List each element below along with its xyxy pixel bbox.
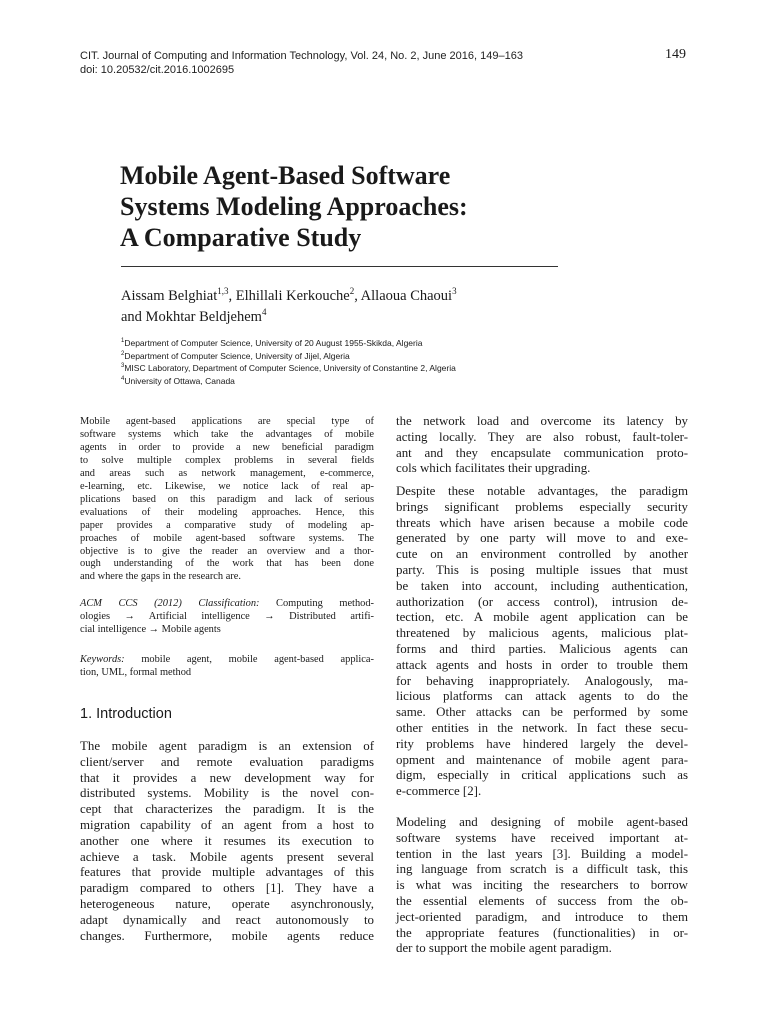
body-line: brings significant problems especially security — [396, 499, 688, 514]
body-line: the network load and overcome its latency by — [396, 414, 688, 428]
body-line: adapt dynamically and react autonomously to — [80, 912, 374, 927]
body-line: that it provides a new development way for — [80, 770, 374, 785]
abstract-line: ough understanding of the work that has been done — [80, 558, 374, 570]
acm-label: ACM CCS (2012) Classification: — [80, 598, 260, 609]
affiliation-text: MISC Laboratory, Department of Computer Science, University of Constantine 2, Algeria — [124, 363, 456, 374]
paper-title — [120, 160, 640, 253]
affiliation-number: 2 — [121, 350, 125, 357]
keywords-text: mobile agent, mobile agent-based applica- — [124, 654, 374, 665]
body-paragraph — [396, 484, 688, 800]
doi: doi: 10.20532/cit.2016.1002695 — [80, 64, 235, 76]
abstract — [80, 416, 374, 584]
body-line: same. Other attacks can be performed by some — [396, 705, 688, 720]
abstract-line: e-learning, etc. Likewise, we notice lack of real ap- — [80, 480, 374, 492]
abstract-line: proaches of mobile agent-based software systems. The — [80, 532, 374, 544]
body-line: changes. Furthermore, mobile agents reduce — [80, 928, 374, 943]
affiliation-marker: 4 — [261, 307, 267, 318]
body-line: features that provide multiple advantages of this — [80, 865, 374, 880]
body-line: authorization (or access control), intrusion de- — [396, 594, 688, 609]
keywords-line: tion, UML, formal method — [80, 666, 192, 678]
affiliation — [121, 350, 661, 363]
body-line: der to support the mobile agent paradigm. — [396, 941, 612, 956]
author-name: Aissam Belghiat — [121, 288, 218, 304]
acm-classification — [80, 598, 374, 637]
abstract-line: agents in order to provide a new beneficial paradigm — [80, 441, 374, 453]
acm-line: ologies → Artificial intelligence → Distributed artifi- — [80, 610, 374, 622]
body-line: another one where it resumes its execution to — [80, 833, 374, 848]
body-line: Despite these notable advantages, the paradigm — [396, 484, 688, 498]
abstract-line: Mobile agent-based applications are special type of — [80, 416, 374, 427]
body-line: generated by one party will move to and exe- — [396, 531, 688, 546]
body-line: achieve a task. Mobile agents present several — [80, 849, 374, 864]
body-line: software systems have received important at- — [396, 830, 688, 845]
abstract-line: software systems which take the advantages of mobile — [80, 428, 374, 440]
abstract-line: and where the gaps in the research are. — [80, 571, 241, 583]
affiliation-number: 1 — [121, 338, 125, 345]
body-line: acting locally. They are also robust, fault-toler- — [396, 429, 688, 444]
body-line: ing language from scratch is a difficult task, this — [396, 862, 688, 877]
acm-text: Computing method- — [259, 598, 374, 609]
author-list — [121, 286, 661, 328]
body-line: attack agents and hosts in order to trouble them — [396, 657, 688, 672]
body-line: cols which facilitates their upgrading. — [396, 461, 591, 476]
body-line: cute on an environment controlled by another — [396, 547, 688, 562]
journal-citation: CIT. Journal of Computing and Information Technology, Vol. 24, No. 2, June 2016, 149–163 — [80, 50, 523, 62]
acm-line: cial intelligence → Mobile agents — [80, 623, 221, 635]
body-line: client/server and remote evaluation paradigms — [80, 754, 374, 769]
body-line: be taken into account, including authentication, — [396, 578, 688, 593]
affiliation-number: 3 — [121, 363, 125, 370]
affiliation-marker: 1,3 — [217, 286, 229, 297]
body-line: e-commerce [2]. — [396, 784, 482, 799]
body-line: The mobile agent paradigm is an extension of — [80, 739, 374, 753]
body-line: threatened by malicious agents, malicious plat- — [396, 626, 688, 641]
affiliation-text: University of Ottawa, Canada — [124, 376, 235, 387]
title-line: Systems Modeling Approaches: — [120, 192, 468, 221]
body-line: tection, etc. A mobile agent application can be — [396, 610, 688, 625]
body-line: licious platforms can attack agents to do the — [396, 689, 688, 704]
body-line: heterogeneous nature, operate asynchronously, — [80, 896, 374, 911]
affiliation-number: 4 — [121, 376, 125, 383]
body-paragraph — [396, 414, 688, 477]
affiliation-text: Department of Computer Science, University of Jijel, Algeria — [124, 350, 350, 361]
body-line: ject-oriented paradigm, and introduce to them — [396, 909, 688, 924]
abstract-line: paper provides a comparative study of modeling ap- — [80, 519, 374, 531]
body-line: rity problems have hindered largely the devel- — [396, 736, 688, 751]
body-paragraph — [396, 815, 688, 957]
abstract-line: plications based on this paradigm and lack of serious — [80, 493, 374, 505]
keywords-label: Keywords: — [80, 654, 125, 665]
body-line: other entities in the network. In fact these secu- — [396, 720, 688, 735]
body-line: ant and they encapsulate communication proto- — [396, 445, 688, 460]
body-line: paradigm compared to others [1]. They have a — [80, 881, 374, 896]
body-line: Modeling and designing of mobile agent-based — [396, 815, 688, 829]
affiliation-marker: 3 — [452, 286, 457, 297]
acm-line — [80, 598, 374, 611]
abstract-line: to solve multiple complex problems in several fields — [80, 454, 374, 466]
page-number: 149 — [665, 47, 686, 62]
body-line: threats which have arisen because a mobile code — [396, 515, 688, 530]
body-line: distributed systems. Mobility is the novel con- — [80, 786, 374, 801]
affiliation-text: Department of Computer Science, University of 20 August 1955-Skikda, Algeria — [124, 338, 423, 348]
affiliations — [121, 337, 661, 388]
body-line: forms and third parties. Malicious agents can — [396, 641, 688, 656]
body-line: opment and maintenance of mobile agent para- — [396, 752, 688, 767]
body-line: digm, especially in critical applications such as — [396, 768, 688, 783]
keywords-line — [80, 654, 374, 667]
title-divider — [121, 266, 558, 267]
abstract-line: objective is to give the reader an overview and a thor- — [80, 545, 374, 557]
section-heading: 1. Introduction — [80, 706, 172, 722]
affiliation — [121, 337, 661, 350]
keywords — [80, 654, 374, 680]
body-line: party. This is posing multiple issues that must — [396, 562, 688, 577]
affiliation-marker: 2 — [349, 286, 355, 297]
title-line: Mobile Agent-Based Software — [120, 161, 451, 190]
author-name: , Allaoua Chaoui — [354, 288, 453, 304]
body-line: cept that characterizes the paradigm. It is the — [80, 802, 374, 817]
title-line: A Comparative Study — [120, 223, 362, 252]
author-line — [121, 286, 661, 307]
body-line: is what was inciting the researchers to borrow — [396, 878, 688, 893]
author-line — [121, 307, 661, 328]
affiliation — [121, 362, 661, 375]
intro-paragraph — [80, 739, 374, 944]
abstract-line: evaluations of their modeling approaches. Hence, this — [80, 506, 374, 518]
author-name: and Mokhtar Beldjehem — [121, 309, 262, 325]
body-line: for behaving inappropriately. Analogously, ma- — [396, 673, 688, 688]
author-name: , Elhillali Kerkouche — [228, 288, 350, 304]
body-line: tention in the last years [3]. Building a model- — [396, 846, 688, 861]
body-line: migration capability of an agent from a host to — [80, 817, 374, 832]
abstract-line: and areas such as network management, e-commerce, — [80, 467, 374, 479]
body-line: the appropriate features (functionalities) in or- — [396, 925, 688, 940]
body-line: the essential elements of success from the ob- — [396, 893, 688, 908]
affiliation — [121, 375, 661, 388]
